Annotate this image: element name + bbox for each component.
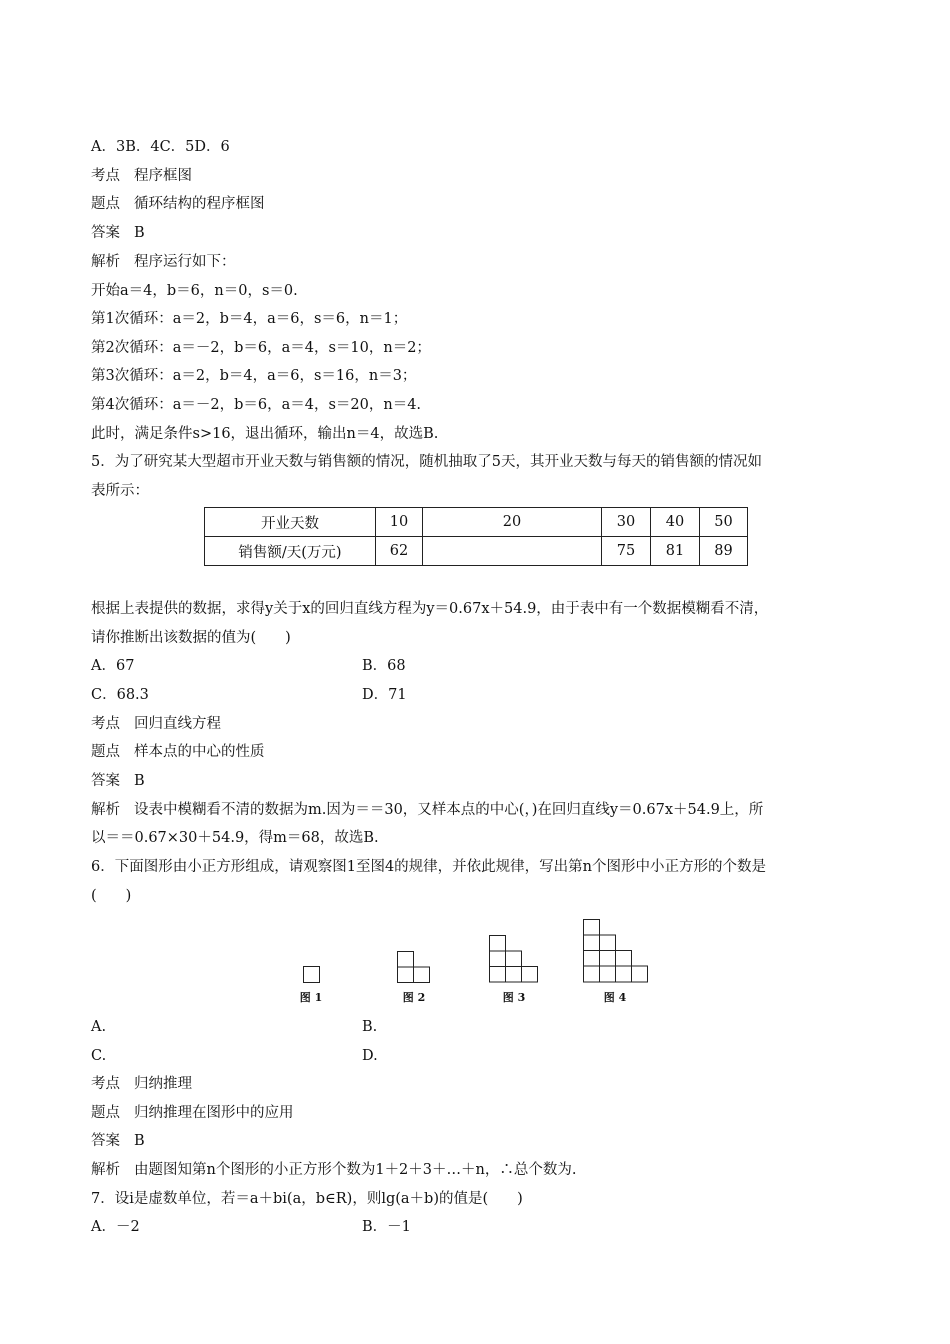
q4-jiexi — [91, 252, 236, 272]
label: 答案 — [91, 773, 120, 789]
table-cell — [423, 537, 602, 566]
q5-jiexi-cont: 以＝＝0.67×30＋54.9，得m＝68，故选B. — [91, 830, 379, 846]
figure-2-caption: 图 2 — [402, 991, 426, 1004]
label: 解析 — [91, 1162, 120, 1178]
q6-option-c: C. — [91, 1048, 107, 1064]
q4-step: 第3次循环：a＝2，b＝4，a＝6，s＝16，n＝3； — [91, 368, 417, 384]
q4-answer — [91, 223, 145, 243]
label: 题点 — [91, 196, 120, 212]
q4-kaodian — [91, 166, 192, 186]
table-row — [205, 537, 748, 566]
q5-option-a: A．67 — [91, 658, 135, 674]
q6-stem: ( ) — [91, 888, 132, 904]
figure-3 — [489, 935, 538, 983]
label: 考点 — [91, 1076, 120, 1092]
q5-kaodian — [91, 714, 221, 734]
q7-option-b: B．－1 — [362, 1219, 411, 1235]
value: 回归直线方程 — [134, 716, 221, 732]
table-cell: 62 — [376, 537, 423, 566]
q5-jiexi — [91, 800, 763, 820]
q4-step: 第4次循环：a＝－2，b＝6，a＝4，s＝20，n＝4. — [91, 397, 422, 413]
table-cell: 50 — [700, 508, 748, 537]
q5-tidian — [91, 742, 265, 762]
table-cell: 30 — [602, 508, 651, 537]
label: 题点 — [91, 744, 120, 760]
label: 解析 — [91, 254, 120, 270]
table-cell: 销售额/天(万元) — [205, 537, 376, 566]
value: B — [134, 773, 145, 789]
figure-3-caption: 图 3 — [502, 991, 526, 1004]
q5-option-d: D．71 — [362, 687, 407, 703]
figure-1 — [303, 966, 320, 983]
q4-step: 第1次循环：a＝2，b＝4，a＝6，s＝6，n＝1； — [91, 311, 408, 327]
label: 答案 — [91, 1133, 120, 1149]
table-cell: 10 — [376, 508, 423, 537]
figure-1-caption: 图 1 — [299, 991, 323, 1004]
q6-option-a: A. — [91, 1019, 107, 1035]
value: 归纳推理 — [134, 1076, 192, 1092]
q4-step: 第2次循环：a＝－2，b＝6，a＝4，s＝10，n＝2； — [91, 340, 431, 356]
label: 考点 — [91, 168, 120, 184]
q5-data-table — [204, 507, 748, 566]
q6-option-d: D. — [362, 1048, 378, 1064]
value: 由题图知第n个图形的小正方形个数为1＋2＋3＋…＋n，∴总个数为. — [134, 1162, 577, 1178]
label: 考点 — [91, 716, 120, 732]
label: 题点 — [91, 1105, 120, 1121]
q6-tidian — [91, 1103, 294, 1123]
q6-stem: 6．下面图形由小正方形组成，请观察图1至图4的规律，并依此规律，写出第n个图形中小正方形的个数是 — [91, 859, 767, 875]
q6-option-b: B. — [362, 1019, 378, 1035]
q5-stem: 表所示： — [91, 483, 149, 499]
figure-2 — [397, 951, 430, 983]
q6-answer — [91, 1131, 145, 1151]
table-cell: 开业天数 — [205, 508, 376, 537]
q6-jiexi — [91, 1160, 576, 1180]
square-stack-1 — [303, 966, 320, 983]
value: 程序框图 — [134, 168, 192, 184]
q5-option-b: B．68 — [362, 658, 406, 674]
value: 归纳推理在图形中的应用 — [134, 1105, 294, 1121]
value: 设表中模糊看不清的数据为m.因为＝＝30，又样本点的中心(，)在回归直线y＝0.67x＋54.9上，所 — [134, 802, 764, 818]
q5-stem: 请你推断出该数据的值为( ) — [91, 630, 291, 646]
q4-step: 开始a＝4，b＝6，n＝0，s＝0. — [91, 283, 298, 299]
table-cell: 81 — [651, 537, 700, 566]
q7-option-a: A．－2 — [91, 1219, 140, 1235]
q5-stem: 5．为了研究某大型超市开业天数与销售额的情况，随机抽取了5天，其开业天数与每天的销售额的情况如 — [91, 454, 762, 470]
table-cell: 89 — [700, 537, 748, 566]
table-cell: 20 — [423, 508, 602, 537]
q6-kaodian — [91, 1074, 192, 1094]
label: 答案 — [91, 225, 120, 241]
figure-4 — [583, 919, 648, 983]
q4-options: A．3B．4C．5D．6 — [91, 139, 230, 155]
value: 样本点的中心的性质 — [134, 744, 265, 760]
figure-4-caption: 图 4 — [603, 991, 627, 1004]
q5-answer — [91, 771, 145, 791]
value: 程序运行如下： — [134, 254, 236, 270]
q5-option-c: C．68.3 — [91, 687, 149, 703]
square-stack-3 — [489, 935, 538, 983]
label: 解析 — [91, 802, 120, 818]
value: B — [134, 1133, 145, 1149]
q4-step: 此时，满足条件s>16，退出循环，输出n＝4，故选B. — [91, 426, 439, 442]
table-row — [205, 508, 748, 537]
square-stack-4 — [583, 919, 648, 983]
value: 循环结构的程序框图 — [134, 196, 265, 212]
q7-stem: 7．设i是虚数单位，若＝a＋bi(a，b∈R)，则lg(a＋b)的值是( ) — [91, 1191, 523, 1207]
table-cell: 40 — [651, 508, 700, 537]
table-cell: 75 — [602, 537, 651, 566]
q4-tidian — [91, 194, 265, 214]
q5-stem: 根据上表提供的数据，求得y关于x的回归直线方程为y＝0.67x＋54.9，由于表中有一个数据模糊看不清， — [91, 601, 769, 617]
value: B — [134, 225, 145, 241]
square-stack-2 — [397, 951, 430, 983]
